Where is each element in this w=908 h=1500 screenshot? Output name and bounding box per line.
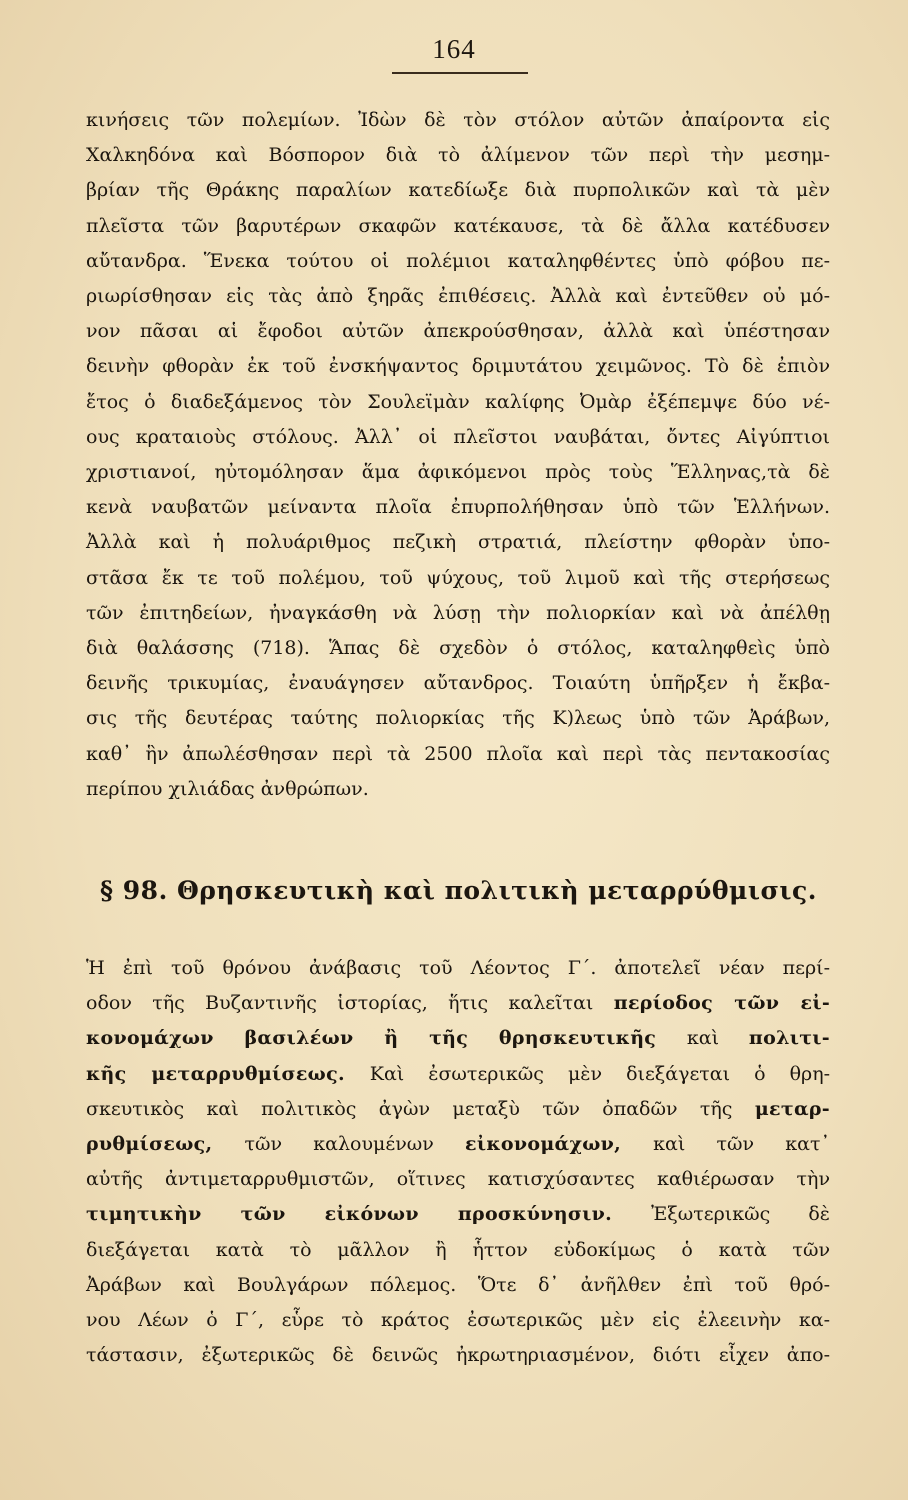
section-heading: § 98. Θρησκευτικὴ καὶ πολιτικὴ μεταρρύθμισις. xyxy=(100,876,817,905)
text-line: αὔτανδρα. Ἕνεκα τούτου οἱ πολέμιοι καταληφθέντες ὑπὸ φόβου πε- xyxy=(86,249,830,272)
text-line: περίπου χιλιάδας ἀνθρώπων. xyxy=(86,777,369,800)
text-line: δεινὴν φθορὰν ἐκ τοῦ ἐνσκήψαντος δριμυτάτου χειμῶνος. Τὸ δὲ ἐπιὸν xyxy=(86,355,830,378)
text-line xyxy=(86,951,830,986)
text-line xyxy=(86,986,830,1021)
text-line: κινήσεις τῶν πολεμίων. Ἰδὼν δὲ τὸν στόλον αὐτῶν ἀπαίροντα εἰς xyxy=(86,109,830,131)
bold-text-run: κονομάχων βασιλέων ἢ τῆς θρησκευτικῆς xyxy=(86,1027,687,1050)
text-line: διὰ θαλάσσης (718). Ἅπας δὲ σχεδὸν ὁ στόλος, καταληφθεὶς ὑπὸ xyxy=(86,637,830,660)
bold-text-run: πολιτι- xyxy=(748,1027,830,1050)
text-line xyxy=(86,1092,830,1127)
text-line: χριστιανοί, ηὐτομόλησαν ἅμα ἀφικόμενοι πρὸς τοὺς Ἕλληνας,τὰ δὲ xyxy=(86,461,830,484)
text-line xyxy=(86,1197,830,1232)
text-line xyxy=(86,1021,830,1056)
text-run: Ἀράβων καὶ Βουλγάρων πόλεμος. Ὅτε δ᾽ ἀνῆλθεν ἐπὶ τοῦ θρό- xyxy=(86,1273,830,1296)
page-number-rule xyxy=(392,72,528,74)
text-run: αὐτῆς ἀντιμεταρρυθμιστῶν, οἵτινες κατισχύσαντες καθιέρωσαν τὴν xyxy=(86,1168,830,1191)
bold-text-run: ρυθμίσεως, xyxy=(86,1133,245,1156)
text-line: Ἀλλὰ καὶ ἡ πολυάριθμος πεζικὴ στρατιά, πλείστην φθορὰν ὑπο- xyxy=(86,531,830,554)
text-line: νον πᾶσαι αἱ ἔφοδοι αὐτῶν ἀπεκρούσθησαν, ἀλλὰ καὶ ὑπέστησαν xyxy=(86,320,830,343)
text-line xyxy=(86,1127,830,1162)
page-number: 164 xyxy=(432,34,476,64)
text-run: οδον τῆς Βυζαντινῆς ἱστορίας, ἥτις καλεῖται xyxy=(86,992,614,1015)
text-run: Καὶ ἐσωτερικῶς μὲν διεξάγεται ὁ θρη- xyxy=(369,1062,830,1085)
text-line: σις τῆς δευτέρας ταύτης πολιορκίας τῆς Κ)λεως ὑπὸ τῶν Ἀράβων, xyxy=(86,707,830,730)
text-line: καθ᾽ ἣν ἀπωλέσθησαν περὶ τὰ 2500 πλοῖα καὶ περὶ τὰς πεντακοσίας xyxy=(86,742,830,765)
text-line xyxy=(86,1303,830,1338)
text-run: τάστασιν, ἐξωτερικῶς δὲ δεινῶς ἠκρωτηριασμένον, διότι εἶχεν ἀπο- xyxy=(86,1344,830,1367)
text-run: καὶ τῶν κατ᾽ xyxy=(653,1133,830,1156)
text-line xyxy=(86,1338,830,1373)
paragraph-siege-account xyxy=(86,103,830,807)
bold-text-run: περίοδος τῶν εἰ- xyxy=(613,992,831,1015)
text-run: σκευτικὸς καὶ πολιτικὸς ἀγὼν μεταξὺ τῶν ὀπαδῶν τῆς xyxy=(86,1097,755,1120)
bold-text-run: μεταρ- xyxy=(754,1097,830,1120)
text-run: τῶν καλουμένων xyxy=(244,1133,466,1156)
text-line xyxy=(86,1233,830,1268)
text-line: ἔτος ὁ διαδεξάμενος τὸν Σουλεϊμὰν καλίφης Ὀμὰρ ἐξέπεμψε δύο νέ- xyxy=(86,390,830,413)
text-line: βρίαν τῆς Θράκης παραλίων κατεδίωξε διὰ πυρπολικῶν καὶ τὰ μὲν xyxy=(86,179,830,202)
text-line: κενὰ ναυβατῶν μείναντα πλοῖα ἐπυρπολήθησαν ὑπὸ τῶν Ἑλλήνων. xyxy=(86,496,830,519)
text-line: στᾶσα ἔκ τε τοῦ πολέμου, τοῦ ψύχους, τοῦ λιμοῦ καὶ τῆς στερήσεως xyxy=(86,566,830,589)
text-line: πλεῖστα τῶν βαρυτέρων σκαφῶν κατέκαυσε, τὰ δὲ ἄλλα κατέδυσεν xyxy=(86,214,830,237)
text-run: Ἡ ἐπὶ τοῦ θρόνου ἀνάβασις τοῦ Λέοντος Γ΄. ἀποτελεῖ νέαν περί- xyxy=(86,957,830,979)
text-line: δεινῆς τρικυμίας, ἐναυάγησεν αὔτανδρος. Τοιαύτη ὑπῆρξεν ἡ ἔκβα- xyxy=(86,672,830,695)
bold-text-run: εἰκονομάχων, xyxy=(465,1133,654,1156)
text-line: ους κραταιοὺς στόλους. Ἀλλ᾽ οἱ πλεῖστοι ναυβάται, ὄντες Αἰγύπτιοι xyxy=(86,425,830,448)
text-line xyxy=(86,1268,830,1303)
text-run: διεξάγεται κατὰ τὸ μᾶλλον ἢ ἧττον εὐδοκίμως ὁ κατὰ τῶν xyxy=(86,1238,830,1261)
text-line: ριωρίσθησαν εἰς τὰς ἀπὸ ξηρᾶς ἐπιθέσεις. Ἀλλὰ καὶ ἐντεῦθεν οὐ μό- xyxy=(86,285,830,308)
text-line: τῶν ἐπιτηδείων, ἠναγκάσθη νὰ λύσῃ τὴν πολιορκίαν καὶ νὰ ἀπέλθῃ xyxy=(86,601,830,624)
text-line xyxy=(86,1162,830,1197)
text-run: καὶ xyxy=(686,1027,749,1050)
bold-text-run: τιμητικὴν τῶν εἰκόνων προσκύνησιν. xyxy=(86,1203,652,1226)
text-line xyxy=(86,1057,830,1092)
paragraph-iconoclasm-intro xyxy=(86,951,830,1373)
text-run: νου Λέων ὁ Γ΄, εὗρε τὸ κράτος ἐσωτερικῶς μὲν εἰς ἐλεεινὴν κα- xyxy=(86,1309,830,1332)
text-line: Χαλκηδόνα καὶ Βόσπορον διὰ τὸ ἀλίμενον τῶν περὶ τὴν μεσημ- xyxy=(86,144,830,167)
bold-text-run: κῆς μεταρρυθμίσεως. xyxy=(86,1062,370,1085)
text-run: Ἐξωτερικῶς δὲ xyxy=(651,1203,830,1226)
